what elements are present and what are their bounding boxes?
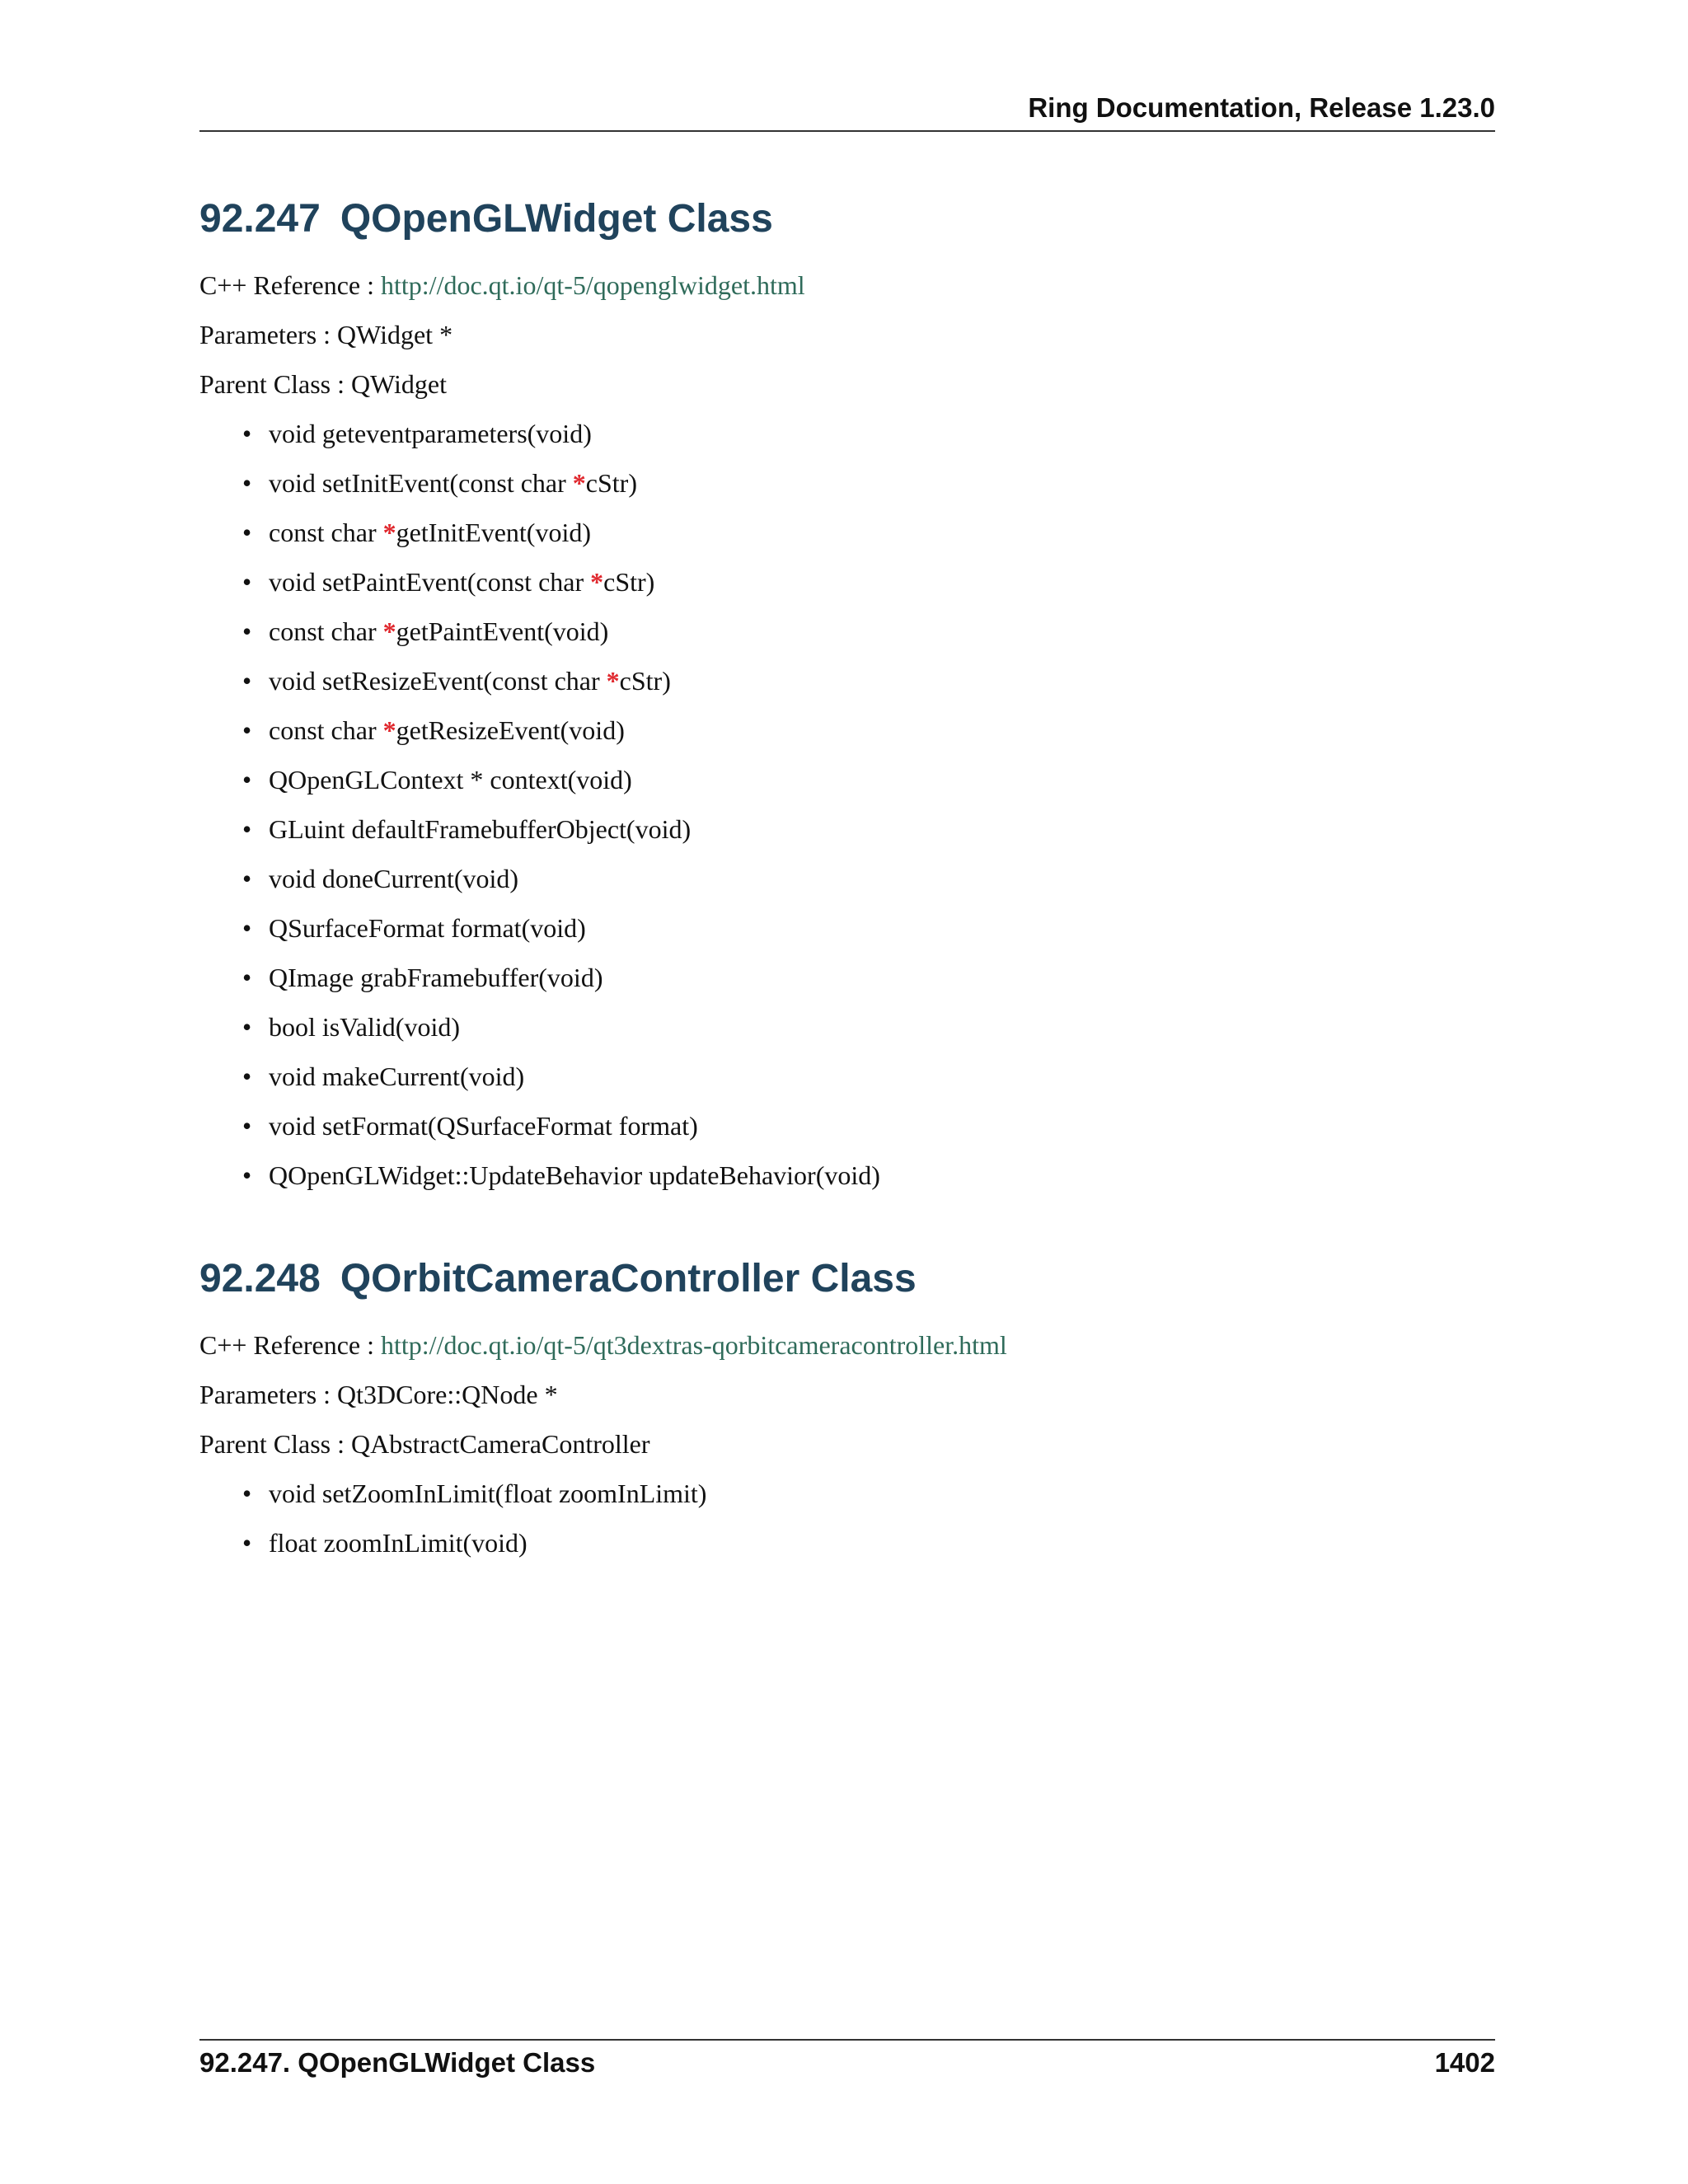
cpp-reference-label: C++ Reference : — [199, 270, 381, 300]
method-text: const char — [269, 518, 383, 547]
footer-section-title: 92.247. QOpenGLWidget Class — [199, 2047, 596, 2078]
method-item — [199, 508, 1495, 557]
method-item — [199, 1002, 1495, 1052]
method-list — [199, 1469, 1495, 1568]
method-text: QImage grabFramebuffer(void) — [269, 963, 603, 992]
method-text: QOpenGLContext * context(void) — [269, 765, 632, 794]
method-text: QOpenGLWidget::UpdateBehavior updateBehavior(void) — [269, 1160, 880, 1190]
method-text-suffix: cStr) — [603, 567, 655, 597]
parameters: Parameters : Qt3DCore::QNode * — [199, 1380, 558, 1409]
page-footer — [199, 2047, 1495, 2079]
pointer-asterisk: * — [572, 468, 586, 498]
pointer-asterisk: * — [606, 666, 620, 696]
method-item — [199, 1101, 1495, 1151]
method-text: QSurfaceFormat format(void) — [269, 913, 586, 943]
cpp-reference — [199, 260, 1495, 310]
method-text: void setResizeEvent(const char — [269, 666, 607, 696]
section-qopenglwidget — [199, 188, 1495, 1200]
method-item — [199, 1151, 1495, 1200]
method-item — [199, 804, 1495, 854]
method-item — [199, 854, 1495, 903]
method-text-suffix: getInitEvent(void) — [396, 518, 591, 547]
parent-class: Parent Class : QWidget — [199, 369, 447, 399]
parameters: Parameters : QWidget * — [199, 320, 453, 349]
section-number: 92.248 — [199, 1257, 321, 1301]
section-heading: QOrbitCameraController Class — [340, 1257, 917, 1301]
method-text: GLuint defaultFramebufferObject(void) — [269, 814, 692, 844]
method-item — [199, 409, 1495, 458]
pointer-asterisk: * — [382, 518, 396, 547]
method-text: void setInitEvent(const char — [269, 468, 573, 498]
section-title — [199, 1248, 1495, 1310]
class-meta — [199, 1320, 1495, 1469]
method-item — [199, 953, 1495, 1002]
method-item — [199, 903, 1495, 953]
method-text: void doneCurrent(void) — [269, 864, 519, 893]
pointer-asterisk: * — [382, 715, 396, 745]
parent-class: Parent Class : QAbstractCameraController — [199, 1429, 650, 1459]
pointer-asterisk: * — [382, 616, 396, 646]
method-text: void setPaintEvent(const char — [269, 567, 591, 597]
method-item — [199, 1052, 1495, 1101]
page-header: Ring Documentation, Release 1.23.0 — [1028, 92, 1495, 123]
method-text: void makeCurrent(void) — [269, 1062, 525, 1091]
class-meta — [199, 260, 1495, 409]
method-text: void geteventparameters(void) — [269, 419, 592, 448]
method-text: const char — [269, 715, 383, 745]
section-number: 92.247 — [199, 197, 321, 241]
cpp-reference-link[interactable]: http://doc.qt.io/qt-5/qt3dextras-qorbitcameracontroller.html — [381, 1330, 1007, 1360]
method-item — [199, 656, 1495, 705]
method-text-suffix: getPaintEvent(void) — [396, 616, 609, 646]
method-text: float zoomInLimit(void) — [269, 1528, 528, 1558]
method-item — [199, 458, 1495, 508]
method-item — [199, 1469, 1495, 1518]
header-rule — [199, 130, 1495, 132]
section-title — [199, 188, 1495, 251]
method-text: bool isValid(void) — [269, 1012, 460, 1042]
method-text-suffix: cStr) — [619, 666, 671, 696]
page-content — [199, 188, 1495, 1568]
cpp-reference — [199, 1320, 1495, 1370]
page-number: 1402 — [1434, 2047, 1495, 2078]
method-text-suffix: getResizeEvent(void) — [396, 715, 625, 745]
pointer-asterisk: * — [590, 567, 604, 597]
cpp-reference-label: C++ Reference : — [199, 1330, 381, 1360]
method-item — [199, 557, 1495, 607]
method-text: void setZoomInLimit(float zoomInLimit) — [269, 1479, 707, 1508]
section-heading: QOpenGLWidget Class — [340, 197, 773, 241]
section-qorbitcameracontroller — [199, 1248, 1495, 1568]
method-item — [199, 1518, 1495, 1568]
method-text: void setFormat(QSurfaceFormat format) — [269, 1111, 698, 1141]
method-item — [199, 607, 1495, 656]
method-list — [199, 409, 1495, 1200]
footer-rule — [199, 2039, 1495, 2041]
method-item — [199, 755, 1495, 804]
cpp-reference-link[interactable]: http://doc.qt.io/qt-5/qopenglwidget.html — [381, 270, 805, 300]
method-item — [199, 705, 1495, 755]
method-text: const char — [269, 616, 383, 646]
method-text-suffix: cStr) — [585, 468, 637, 498]
